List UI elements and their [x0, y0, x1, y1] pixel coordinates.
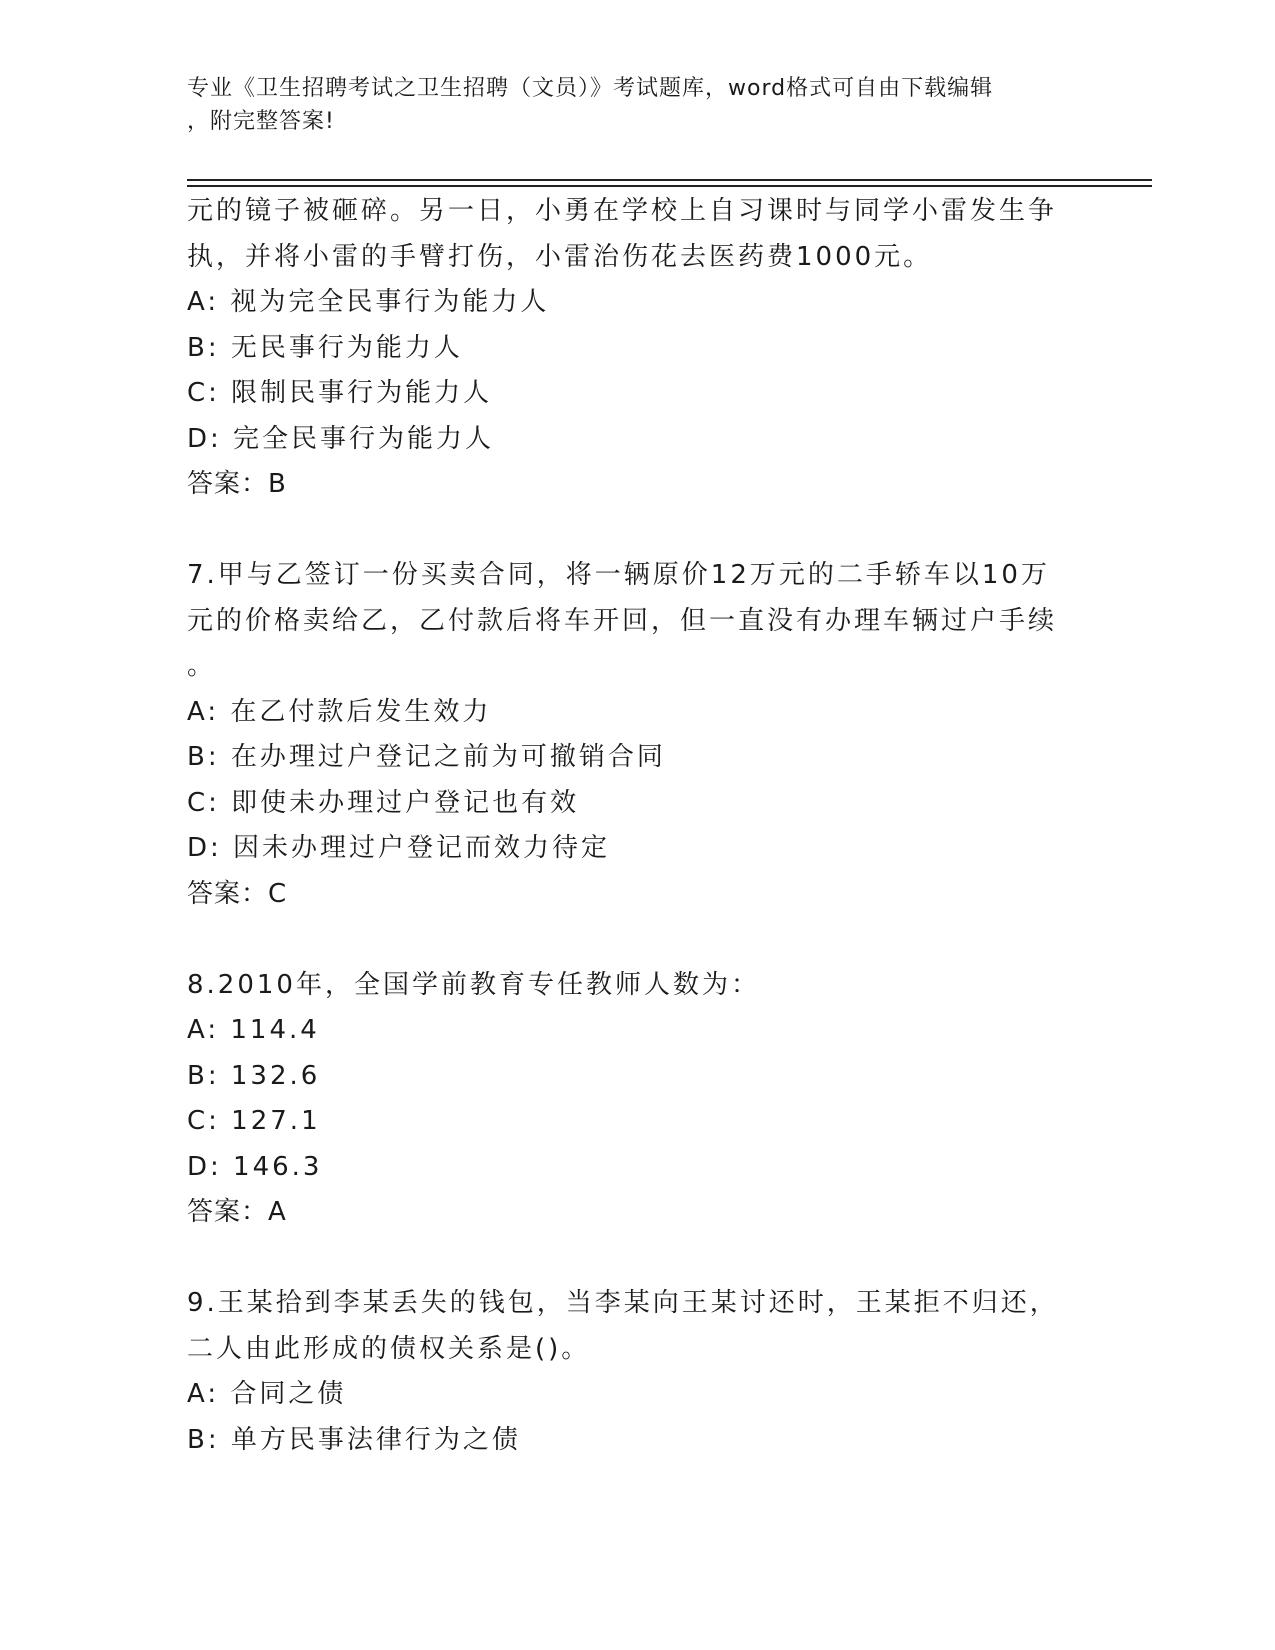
- question-stem-line: 元的镜子被砸碎。另一日，小勇在学校上自习课时与同学小雷发生争: [187, 196, 1058, 226]
- option-a: A: 视为完全民事行为能力人: [187, 287, 550, 317]
- answer-line: 答案：B: [187, 469, 287, 499]
- question-6: [187, 189, 1087, 508]
- question-stem-line: 元的价格卖给乙，乙付款后将车开回，但一直没有办理车辆过户手续: [187, 605, 1058, 636]
- option-b: B: 132.6: [187, 1060, 321, 1091]
- header-divider-top: [187, 179, 1152, 181]
- question-spacer: [187, 917, 1087, 963]
- answer-line: 答案：C: [187, 878, 288, 909]
- option-b: B: 在办理过户登记之前为可撤销合同: [187, 742, 666, 772]
- question-stem-line: 9.王某拾到李某丢失的钱包，当李某向王某讨还时，王某拒不归还，: [187, 1288, 1059, 1318]
- question-stem-line: 二人由此形成的债权关系是()。: [187, 1333, 591, 1364]
- option-d: D: 因未办理过户登记而效力待定: [187, 833, 611, 863]
- question-spacer: [187, 508, 1087, 554]
- question-stem-line: 执，并将小雷的手臂打伤，小雷治伤花去医药费1000元。: [187, 241, 933, 272]
- question-7: [187, 553, 1087, 917]
- question-stem-line: 7.甲与乙签订一份买卖合同，将一辆原价12万元的二手轿车以10万: [187, 560, 1050, 590]
- header-title-line-continued: ，附完整答案!: [187, 109, 335, 134]
- option-d: D: 146.3: [187, 1151, 323, 1182]
- question-9: [187, 1281, 1087, 1463]
- option-a: A: 在乙付款后发生效力: [187, 696, 492, 727]
- option-b: B: 单方民事法律行为之债: [187, 1424, 521, 1455]
- question-stem-line: 8.2010年，全国学前教育专任教师人数为：: [187, 969, 760, 1000]
- option-a: A: 114.4: [187, 1015, 320, 1045]
- question-spacer: [187, 1236, 1087, 1282]
- option-a: A: 合同之债: [187, 1379, 347, 1409]
- document-header: [187, 72, 1067, 138]
- header-title-line: 专业《卫生招聘考试之卫生招聘（文员）》考试题库，word格式可自由下载编辑: [187, 76, 994, 101]
- question-stem-line: 。: [187, 651, 217, 681]
- option-b: B: 无民事行为能力人: [187, 332, 463, 363]
- answer-line: 答案：A: [187, 1197, 287, 1227]
- option-d: D: 完全民事行为能力人: [187, 423, 495, 454]
- option-c: C: 限制民事行为能力人: [187, 378, 493, 408]
- header-divider-bottom: [187, 185, 1152, 187]
- question-8: [187, 963, 1087, 1236]
- option-c: C: 即使未办理过户登记也有效: [187, 787, 580, 818]
- option-c: C: 127.1: [187, 1106, 321, 1136]
- question-list: [187, 189, 1087, 1463]
